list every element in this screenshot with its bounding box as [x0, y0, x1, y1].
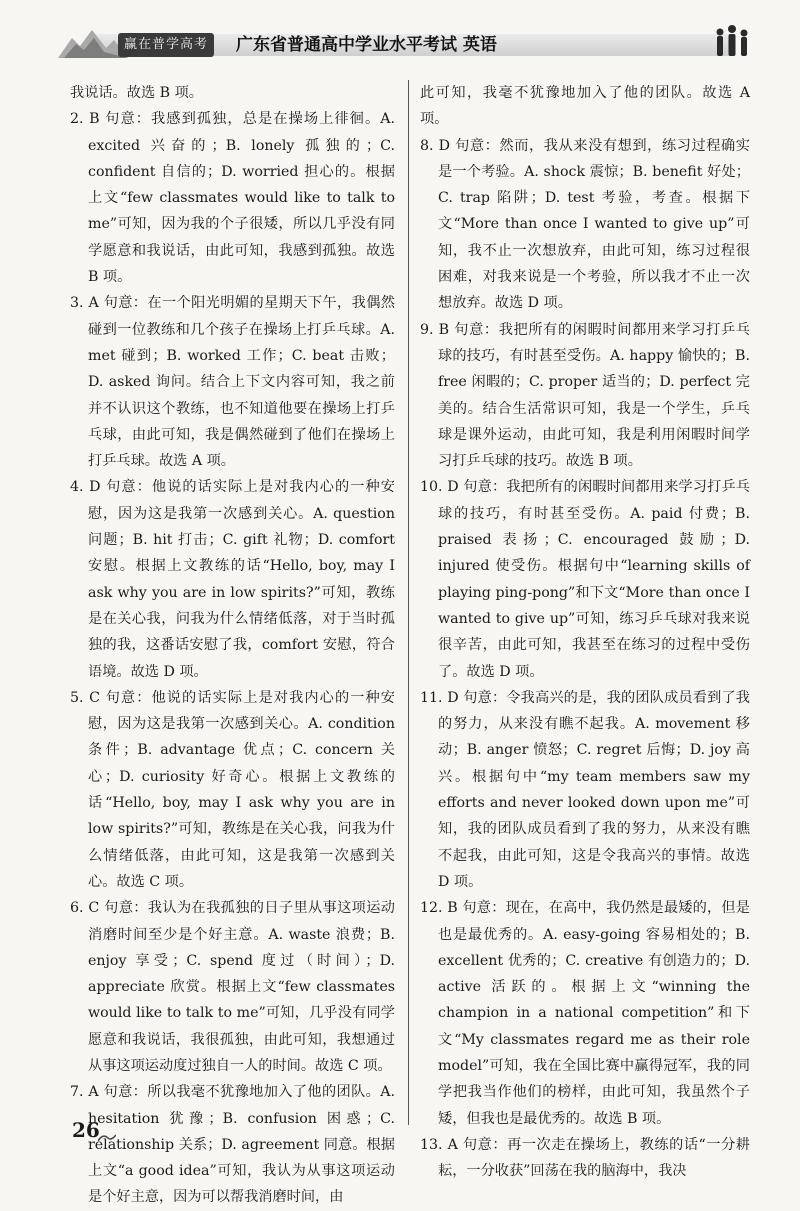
- answer-item: 3. A 句意：在一个阳光明媚的星期天下午，我偶然碰到一位教练和几个孩子在操场上打乒乓球。A. met 碰到；B. worked 工作；C. beat 击败；D. asked 询问。结合上下文内容可知，我之前并不认识这个教练，也不知道他要在操场上打乒乓球，由此可知，我是偶然碰到了他们在操场上打乒乓球。故选 A 项。: [70, 295, 395, 470]
- right-column: [420, 80, 750, 1184]
- answer-item: 6. C 句意：我认为在我孤独的日子里从事这项运动消磨时间至少是个好主意。A. waste 浪费；B. enjoy 享受；C. spend 度过（时间）；D. appreciate 欣赏。根据上文“few classmates would like to talk to me”可知，几乎没有同学愿意和我说话，我很孤独，由此可知，我想通过从事这项运动度过独自一人的时间。故选 C 项。: [70, 900, 395, 1074]
- answer-item: 9. B 句意：我把所有的闲暇时间都用来学习打乒乓球的技巧，有时甚至受伤。A. happy 愉快的；B. free 闲暇的；C. proper 适当的；D. perfect 完美的。结合生活常识可知，我是一个学生，乒乓球是课外运动，由此可知，我是利用闲暇时间学习打乒乓球的技巧。故选 B 项。: [420, 321, 750, 470]
- column-divider: [408, 80, 409, 1125]
- answer-item: 12. B 句意：现在，在高中，我仍然是最矮的，但是也是最优秀的。A. easy-going 容易相处的；B. excellent 优秀的；C. creative 有创造力的；D. active 活跃的。根据上文“winning the champion in a national competition”和下文“My classmates regard me as their role model”可知，我在全国比赛中赢得冠军，我的同学把我当作他们的榜样，由此可知，我虽然个子矮，但我也是最优秀的。故选 B 项。: [420, 900, 750, 1127]
- page-number: 26: [72, 1118, 100, 1142]
- page-ornament-icon: [98, 1133, 116, 1143]
- answer-item: 此可知，我毫不犹豫地加入了他的团队。故选 A 项。: [420, 85, 750, 128]
- answer-item: 5. C 句意：他说的话实际上是对我内心的一种安慰，因为这是我第一次感到关心。A. condition 条件；B. advantage 优点；C. concern 关心；D. curiosity 好奇心。根据上文教练的话“Hello, boy, may I ask why you are in low spirits?”可知，教练是在关心我，问我为什么情绪低落，由此可知，这是我第一次感到关心。故选 C 项。: [70, 689, 395, 890]
- page-header: [0, 0, 800, 72]
- header-title: 广东省普通高中学业水平考试 英语: [236, 35, 497, 55]
- answer-item: 我说话。故选 B 项。: [70, 85, 203, 101]
- left-column: [70, 80, 395, 1211]
- answer-item: 8. D 句意：然而，我从来没有想到，练习过程确实是一个考验。A. shock 震惊；B. benefit 好处；C. trap 陷阱；D. test 考验，考查。根据下文“More than once I wanted to give up”可知，我不止一次想放弃，由此可知，练习过程很困难，对我来说是一个考验，所以我才不止一次想放弃。故选 D 项。: [420, 137, 750, 312]
- answer-item: 7. A 句意：所以我毫不犹豫地加入了他的团队。A. hesitation 犹豫；B. confusion 困惑；C. relationship 关系；D. agreement 同意。根据上文“a good idea”可知，我认为从事这项运动是个好主意，因为可以帮我消磨时间，由: [70, 1084, 395, 1206]
- header-badge: 赢在普学高考: [118, 33, 214, 57]
- answer-item: 10. D 句意：我把所有的闲暇时间都用来学习打乒乓球的技巧，有时甚至受伤。A. paid 付费；B. praised 表扬；C. encouraged 鼓励；D. injured 使受伤。根据句中“learning skills of playing ping-pong”和下文“More than once I wanted to give up”可知，练习乒乓球对我来说很辛苦，由此可知，我甚至在练习的过程中受伤了。故选 D 项。: [420, 479, 750, 680]
- people-icon: [712, 24, 752, 58]
- answer-item: 13. A 句意：再一次走在操场上，教练的话“一分耕耘，一分收获”回荡在我的脑海中，我决: [420, 1136, 750, 1180]
- answer-item: 2. B 句意：我感到孤独，总是在操场上徘徊。A. excited 兴奋的；B. lonely 孤独的；C. confident 自信的；D. worried 担心的。根据上文“few classmates would like to talk to me”可知，因为我的个子很矮，所以几乎没有同学愿意和我说话，由此可知，我感到孤独。故选 B 项。: [70, 111, 395, 286]
- answer-item: 11. D 句意：令我高兴的是，我的团队成员看到了我的努力，从来没有瞧不起我。A. movement 移动；B. anger 愤怒；C. regret 后悔；D. joy 高兴。根据句中“my team members saw my efforts and never looked down upon me”可知，我的团队成员看到了我的努力，从来没有瞧不起我，由此可知，这是令我高兴的事情。故选 D 项。: [420, 689, 750, 890]
- answer-item: 4. D 句意：他说的话实际上是对我内心的一种安慰，因为这是我第一次感到关心。A. question 问题；B. hit 打击；C. gift 礼物；D. comfort 安慰。根据上文教练的话“Hello, boy, may I ask why you are in low spirits?”可知，教练是在关心我，问我为什么情绪低落，对于当时孤独的我，这番话安慰了我，comfort 安慰，符合语境。故选 D 项。: [70, 479, 395, 680]
